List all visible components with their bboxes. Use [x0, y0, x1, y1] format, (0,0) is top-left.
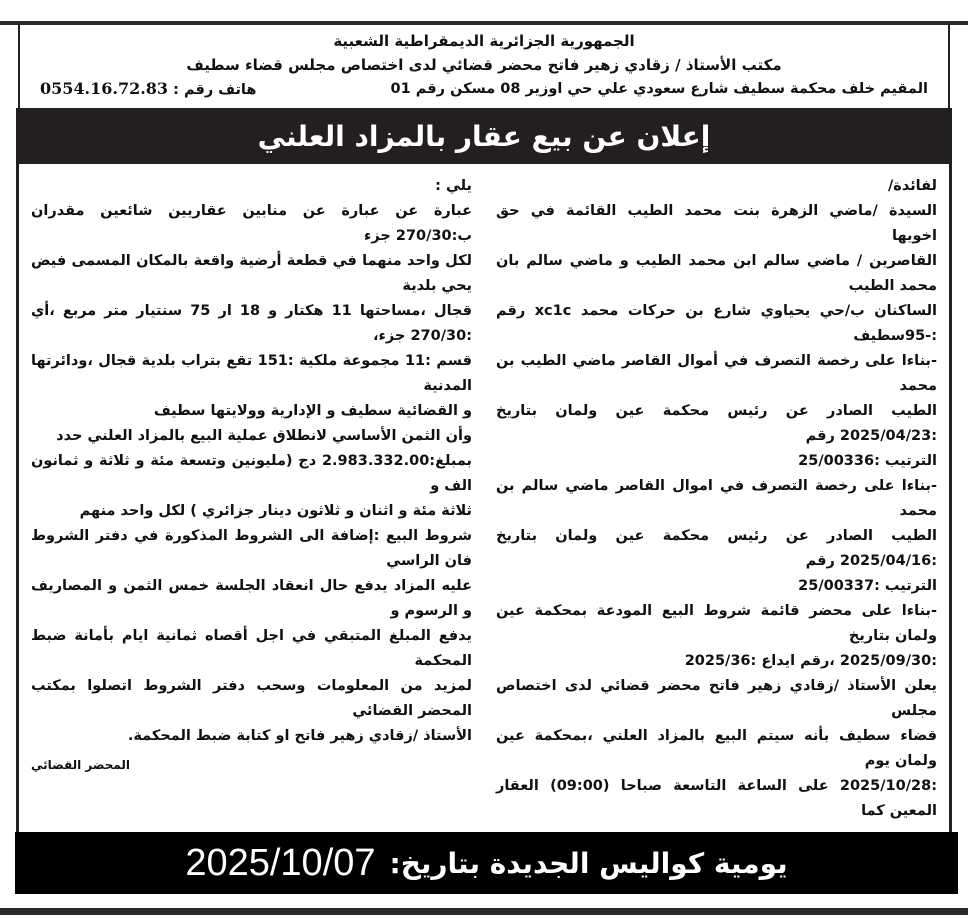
footer-band — [15, 832, 958, 894]
contact-line — [30, 77, 938, 102]
text-line: -بناءا على محضر قائمة شروط البيع المودعة بمحكمة عين ولمان بتاريخ — [496, 603, 937, 644]
notice-header — [18, 25, 950, 108]
text-line: وأن الثمن الأساسي لانطلاق عملية البيع بالمزاد العلني حدد — [56, 428, 472, 444]
notice-body — [16, 164, 952, 832]
text-line: قضاء سطيف بأنه سيتم البيع بالمزاد العلني ،بمحكمة عين ولمان يوم — [496, 728, 937, 769]
text-line: الساكنان ب/حي يحياوي شارع بن حركات محمد xc1c رقم :-95سطيف — [496, 303, 937, 344]
text-line: شروط البيع :إضافة الى الشروط المذكورة في دفتر الشروط فان الراسي — [31, 528, 472, 569]
signature: المحضر القضائي — [31, 758, 131, 772]
text-line: الطيب الصادر عن رئيس محكمة عين ولمان بتاريخ :2025/04/16 رقم — [496, 528, 937, 569]
phone-label: هاتف رقم : — [173, 82, 257, 98]
publication-date: 2025/10/07 — [185, 841, 376, 884]
text-line: الأستاذ /زقادي زهير فاتح او كتابة ضبط المحكمة. — [127, 728, 472, 744]
newspaper-label: يومية كواليس الجديدة بتاريخ: — [389, 846, 788, 880]
text-line: يعلن الأستاذ /زقادي زهير فاتح محضر قضائي لدى اختصاص مجلس — [496, 678, 937, 719]
text-line: عليه المزاد يدفع حال انعقاد الجلسة خمس الثمن و المصاريف و الرسوم و — [31, 578, 472, 619]
text-line: يدفع المبلغ المتبقي في اجل أقصاه ثمانية ايام بأمانة ضبط المحكمة — [31, 628, 472, 669]
text-line: لمزيد من المعلومات وسحب دفتر الشروط اتصلوا بمكتب المحضر القضائي — [31, 678, 472, 719]
text-line: القاصرين / ماضي سالم ابن محمد الطيب و ماضي سالم بان محمد الطيب — [496, 253, 937, 294]
text-line: قسم :11 مجموعة ملكية :151 تقع بتراب بلدية قجال ،ودائرتها المدنية — [31, 353, 472, 394]
text-line: الترتيب :25/00337 — [798, 578, 937, 594]
text-line: :2025/10/28 على الساعة التاسعة صباحا (09:00) العقار المعين كما — [496, 778, 937, 819]
right-column — [496, 174, 937, 824]
title-band — [16, 108, 952, 164]
text-line: لكل واحد منهما في قطعة أرضية واقعة بالمكان المسمى فيض يحي بلدية — [31, 253, 472, 294]
text-line: لفائدة/ — [887, 178, 937, 194]
text-line: قجال ،مساحتها 11 هكتار و 18 ار 75 سنتيار متر مربع ،أي :270/30 جزء، — [31, 303, 472, 344]
text-line: بمبلغ:2.983.332.00 دج (مليونين وتسعة مئة و ثلاثة و ثمانون الف و — [31, 453, 472, 494]
office-address: المقيم خلف محكمة سطيف شارع سعودي علي حي اوزير 08 مسكن رقم 01 — [390, 81, 928, 97]
text-line: و القضائية سطيف و الإدارية وولايتها سطيف — [153, 403, 472, 419]
text-line: -بناءا على رخصة التصرف في أموال القاصر ماضي الطيب بن محمد — [496, 353, 937, 394]
text-line: السيدة /ماضي الزهرة بنت محمد الطيب القائمة في حق اخويها — [496, 203, 937, 244]
text-line: يلي : — [435, 178, 472, 194]
left-column — [31, 174, 472, 824]
text-line: عبارة عن عبارة عن منابين عقاريين شائعين مقدران ب:270/30 جزء — [31, 203, 472, 244]
notice-title: إعلان عن بيع عقار بالمزاد العلني — [257, 119, 711, 153]
text-line: -بناءا على رخصة التصرف في اموال القاصر ماضي سالم بن محمد — [496, 478, 937, 519]
phone-number: 0554.16.72.83 — [40, 79, 169, 98]
phone-block — [40, 77, 256, 102]
text-line: الطيب الصادر عن رئيس محكمة عين ولمان بتاريخ :2025/04/23 رقم — [496, 403, 937, 444]
text-line: :2025/09/30 ،رقم ايداع :2025/36 — [684, 653, 937, 669]
text-line: ثلاثة مئة و اثنان و ثلاثون دينار جزائري ) لكل واحد منهم — [79, 503, 472, 519]
office-title: مكتب الأستاذ / زقادي زهير فاتح محضر قضائي لدى اختصاص مجلس قضاء سطيف — [186, 56, 782, 74]
republic-title: الجمهورية الجزائرية الديمقراطية الشعبية — [333, 32, 635, 50]
text-line: الترتيب :25/00336 — [798, 453, 937, 469]
bottom-rule — [0, 908, 968, 915]
